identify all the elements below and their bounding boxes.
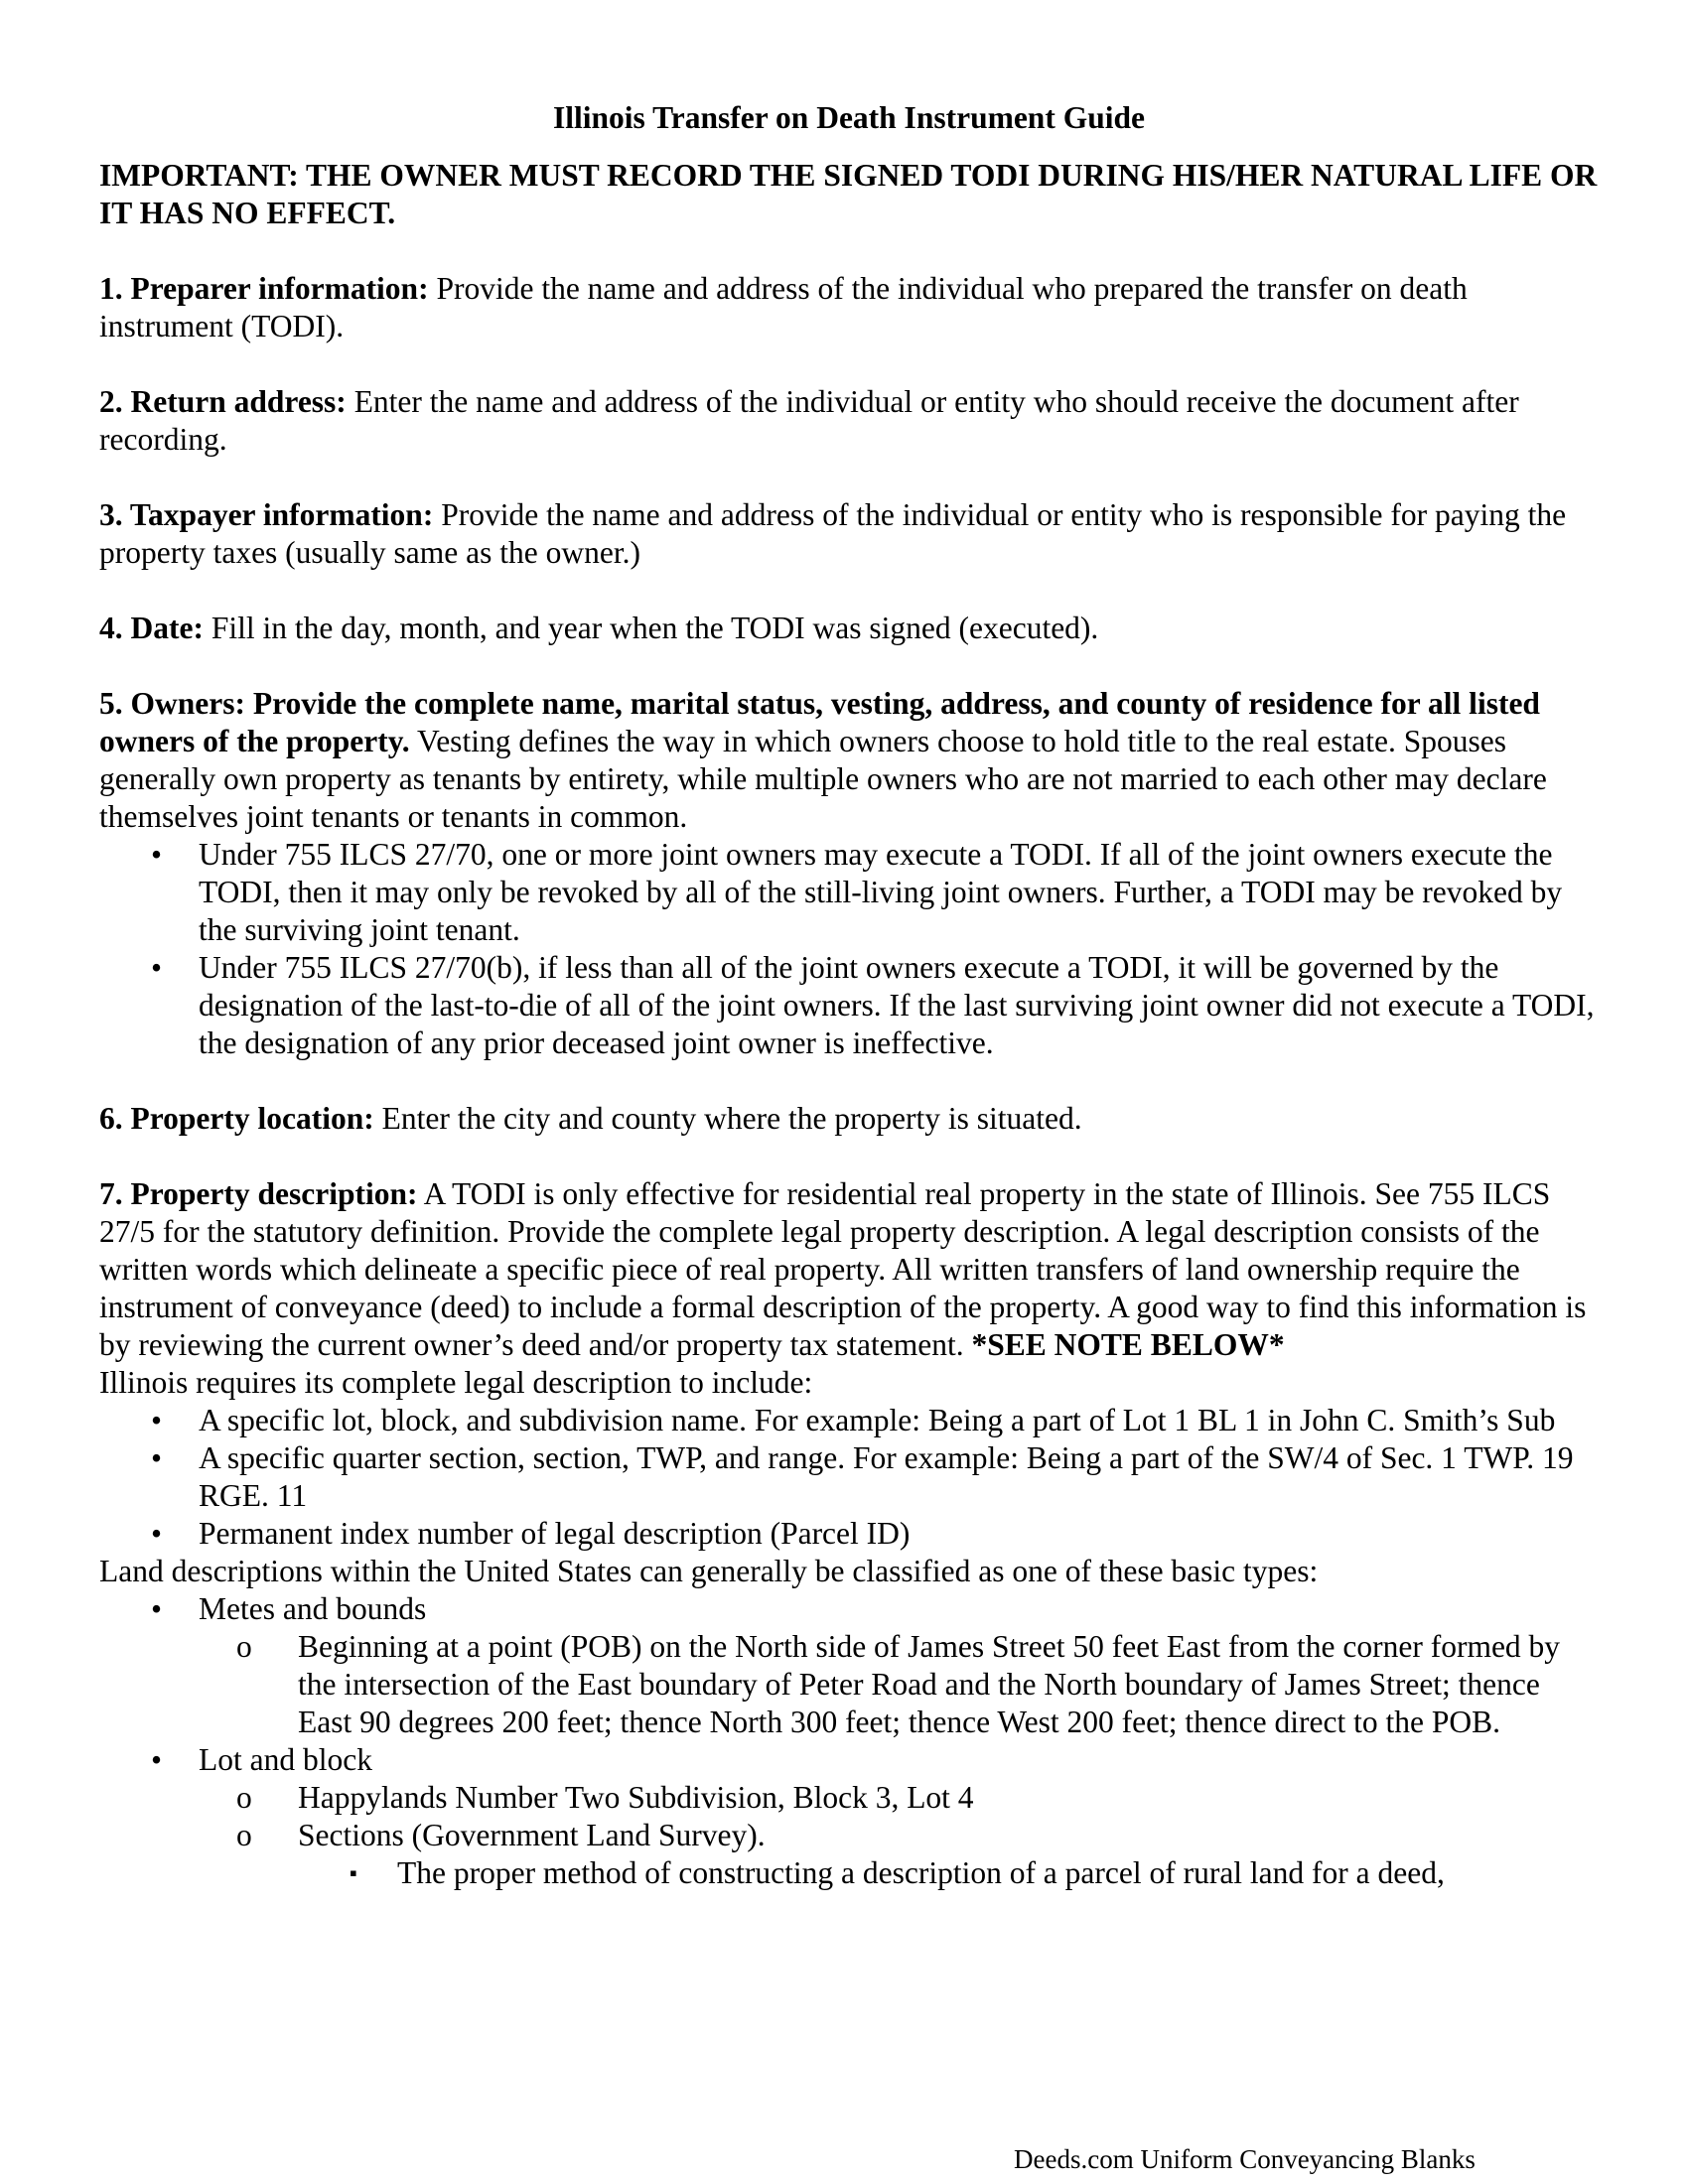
list-item: o Beginning at a point (POB) on the North side of James Street 50 feet East from the corner formed by the intersection of the East boundary of Peter Road and the North boundary of James Street; thence East 90 degrees 200 feet; thence North 300 feet; thence West 200 feet; thence direct to the POB. <box>236 1629 1561 1739</box>
requirements-list <box>99 1402 1599 1553</box>
section-text: Enter the city and county where the property is situated. <box>373 1101 1082 1136</box>
section-label: 3. Taxpayer information: <box>99 497 434 532</box>
section-date <box>99 610 1599 647</box>
bullet-marker: • <box>151 1440 163 1475</box>
list-item: • Under 755 ILCS 27/70(b), if less than all of the joint owners execute a TODI, it will be governed by the designation of the last-to-die of all of the joint owners. If the last surviving joint owner did not execute a TODI, the designation of any prior deceased joint owner is ineffective. <box>151 950 1595 1060</box>
section-text: A TODI is only effective for residential real property in the state of Illinois. See 755 ILCS 27/5 for the statutory definition. Provide the complete legal property description. A legal description consists of the written words which delineate a specific piece of real property. All written transfers of land ownership require the instrument of conveyance (deed) to include a formal description of the property. A good way to find this information is by reviewing the current owner’s deed and/or property tax statement. <box>99 1176 1587 1362</box>
list-item: • A specific lot, block, and subdivision name. For example: Being a part of Lot 1 BL 1 in John C. Smith’s Sub <box>151 1403 1556 1437</box>
section-text: Vesting defines the way in which owners choose to hold title to the real estate. Spouses generally own property as tenants by entirety, while multiple owners who are not married to each other may declare themselves joint tenants or tenants in common. <box>99 724 1547 834</box>
important-notice: IMPORTANT: THE OWNER MUST RECORD THE SIGNED TODI DURING HIS/HER NATURAL LIFE OR IT HAS NO EFFECT. <box>99 158 1598 230</box>
circle-marker: o <box>236 1780 252 1815</box>
circle-marker: o <box>236 1629 252 1664</box>
page-footer: Deeds.com Uniform Conveyancing Blanks <box>1014 2144 1476 2174</box>
bullet-marker: • <box>151 837 163 872</box>
see-note-label: *SEE NOTE BELOW* <box>971 1327 1285 1362</box>
section-property-location <box>99 1100 1599 1138</box>
section-label: 5. Owners: Provide the complete name, marital status, vesting, address, and county of residence for all listed owners of the property. <box>99 686 1540 758</box>
section-label: 2. Return address: <box>99 384 347 419</box>
bullet-marker: • <box>151 950 163 985</box>
list-item: o Sections (Government Land Survey). ▪ The proper method of constructing a description of a parcel of rural land for a deed, <box>99 1817 1599 1892</box>
section-text: Provide the name and address of the individual or entity who is responsible for paying the property taxes (usually same as the owner.) <box>99 497 1567 570</box>
list-item: o Happylands Number Two Subdivision, Block 3, Lot 4 <box>236 1780 974 1815</box>
bullet-marker: • <box>151 1403 163 1437</box>
section-label: 7. Property description: <box>99 1176 418 1211</box>
section-text: Fill in the day, month, and year when the TODI was signed (executed). <box>203 611 1099 645</box>
section-return-address <box>99 383 1599 459</box>
requires-intro: Illinois requires its complete legal description to include: <box>99 1365 813 1400</box>
bullet-marker: • <box>151 1742 163 1777</box>
circle-marker: o <box>236 1818 252 1852</box>
sub-sub-list <box>298 1854 1599 1892</box>
section-text: Enter the name and address of the individual or entity who should receive the document after recording. <box>99 384 1519 457</box>
section-label: 4. Date: <box>99 611 204 645</box>
sub-list <box>199 1779 1599 1892</box>
sub-list <box>199 1628 1599 1741</box>
section-preparer <box>99 270 1599 345</box>
description-types-list <box>99 1590 1599 1892</box>
section-property-description <box>99 1175 1599 1892</box>
section-label: 1. Preparer information: <box>99 271 429 306</box>
list-item: • Permanent index number of legal description (Parcel ID) <box>151 1516 911 1551</box>
page-title: Illinois Transfer on Death Instrument Guide <box>553 100 1145 135</box>
list-item: • Metes and bounds o Beginning at a point (POB) on the North side of James Street 50 feet East from the corner formed by the intersection of the East boundary of Peter Road and the North boundary of James Street; thence East 90 degrees 200 feet; thence North 300 feet; thence West 200 feet; thence direct to the POB. <box>99 1590 1599 1741</box>
list-item: • Under 755 ILCS 27/70, one or more joint owners may execute a TODI. If all of the joint owners execute the TODI, then it may only be revoked by all of the still-living joint owners. Further, a TODI may be revoked by the surviving joint tenant. <box>151 837 1563 947</box>
document-page <box>99 99 1599 1892</box>
types-intro: Land descriptions within the United States can generally be classified as one of these basic types: <box>99 1554 1319 1588</box>
section-taxpayer <box>99 496 1599 572</box>
section-owners <box>99 685 1599 1062</box>
section-text: Provide the name and address of the individual who prepared the transfer on death instrument (TODI). <box>99 271 1468 343</box>
square-marker: ▪ <box>350 1860 357 1885</box>
list-item: • Lot and block o Happylands Number Two Subdivision, Block 3, Lot 4 o Sections (Government Land Survey). ▪ The proper method of constructing a description of a parcel of rural land for a deed, <box>99 1741 1599 1892</box>
section-label: 6. Property location: <box>99 1101 374 1136</box>
owners-bullet-list <box>99 836 1599 1062</box>
list-item: • A specific quarter section, section, TWP, and range. For example: Being a part of the SW/4 of Sec. 1 TWP. 19 RGE. 11 <box>151 1440 1574 1513</box>
bullet-marker: • <box>151 1591 163 1626</box>
bullet-marker: • <box>151 1516 163 1551</box>
list-item: ▪ The proper method of constructing a description of a parcel of rural land for a deed, <box>350 1855 1445 1890</box>
